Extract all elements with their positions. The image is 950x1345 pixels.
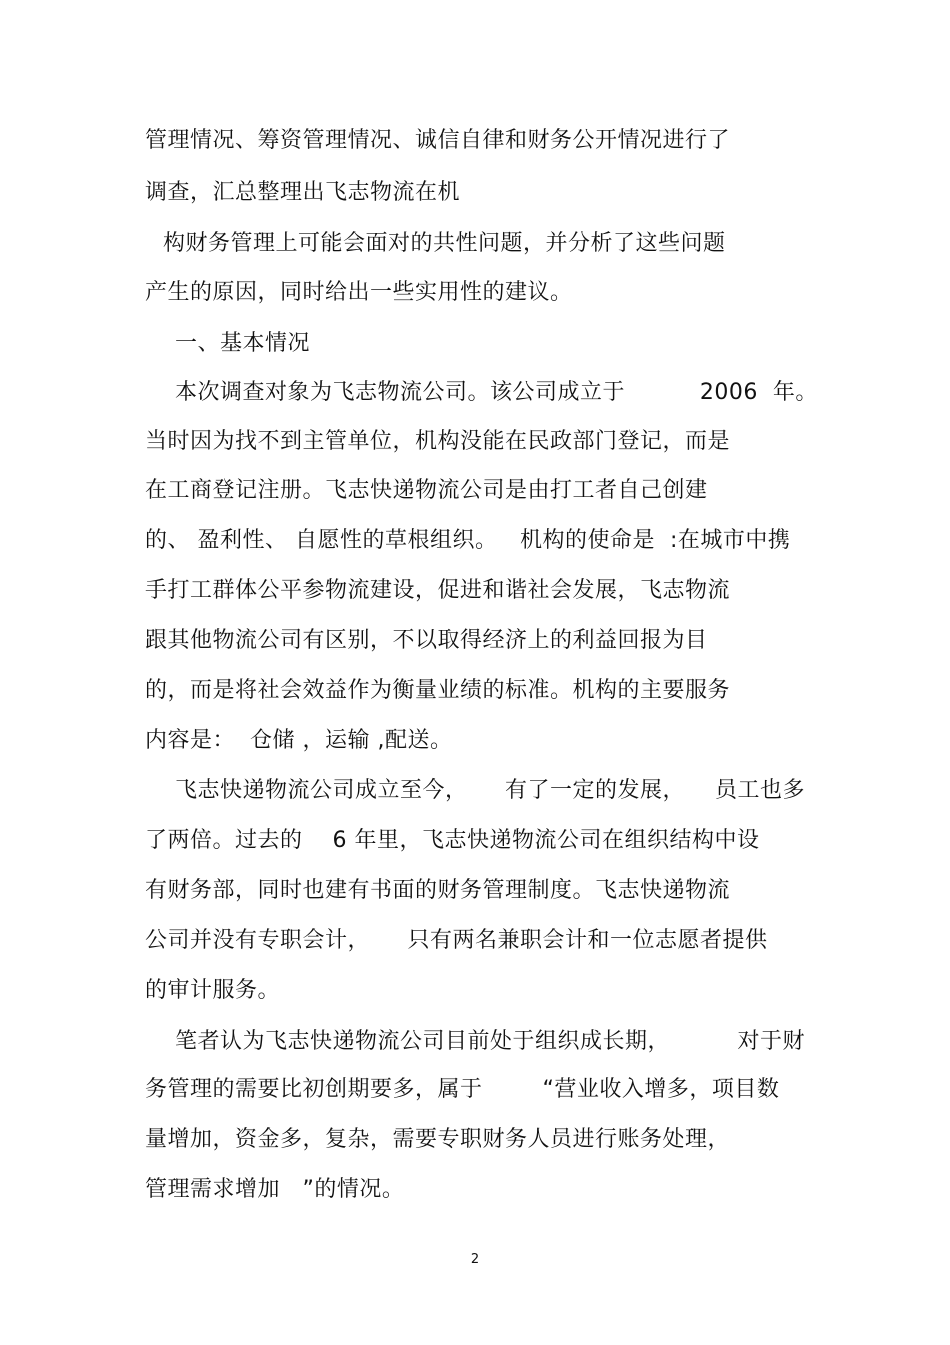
text-line: 内容是： 仓储 ，运输 ,配送。 <box>145 728 453 753</box>
text-line: 本次调查对象为飞志物流公司。该公司成立于 2006 年。 <box>175 380 818 405</box>
text-line: 笔者认为飞志快递物流公司目前处于组织成长期， 对于财 <box>175 1029 805 1054</box>
text-line: 了两倍。过去的 6 年里，飞志快递物流公司在组织结构中设 <box>145 828 760 853</box>
text-line: 当时因为找不到主管单位，机构没能在民政部门登记，而是 <box>145 429 731 454</box>
text-line: 手打工群体公平参物流建设，促进和谐社会发展，飞志物流 <box>145 578 731 603</box>
page-number: 2 <box>470 1252 480 1267</box>
text-line: 的、 盈利性、 自愿性的草根组织。 机构的使命是 :在城市中携 <box>145 528 791 553</box>
text-line: 跟其他物流公司有区别，不以取得经济上的利益回报为目 <box>145 628 708 653</box>
text-line: 管理情况、筹资管理情况、诚信自律和财务公开情况进行了 <box>145 128 731 153</box>
text-line: 有财务部，同时也建有书面的财务管理制度。飞志快递物流 <box>145 878 731 903</box>
text-line: 的，而是将社会效益作为衡量业绩的标准。机构的主要服务 <box>145 678 731 703</box>
text-line: 量增加，资金多，复杂，需要专职财务人员进行账务处理， <box>145 1127 731 1152</box>
text-line: 调查，汇总整理出飞志物流在机 <box>145 180 461 205</box>
text-line: 务管理的需要比初创期要多，属于 “营业收入增多，项目数 <box>145 1077 780 1102</box>
text-line: 在工商登记注册。飞志快递物流公司是由打工者自己创建 <box>145 478 708 503</box>
text-line: 产生的原因，同时给出一些实用性的建议。 <box>145 280 573 305</box>
section-heading: 一、基本情况 <box>175 331 311 356</box>
text-line: 构财务管理上可能会面对的共性问题，并分析了这些问题 <box>163 231 726 256</box>
text-line: 的审计服务。 <box>145 978 281 1003</box>
text-line: 管理需求增加 ”的情况。 <box>145 1177 405 1202</box>
text-line: 公司并没有专职会计， 只有两名兼职会计和一位志愿者提供 <box>145 928 768 953</box>
text-line: 飞志快递物流公司成立至今， 有了一定的发展， 员工也多 <box>175 778 805 803</box>
